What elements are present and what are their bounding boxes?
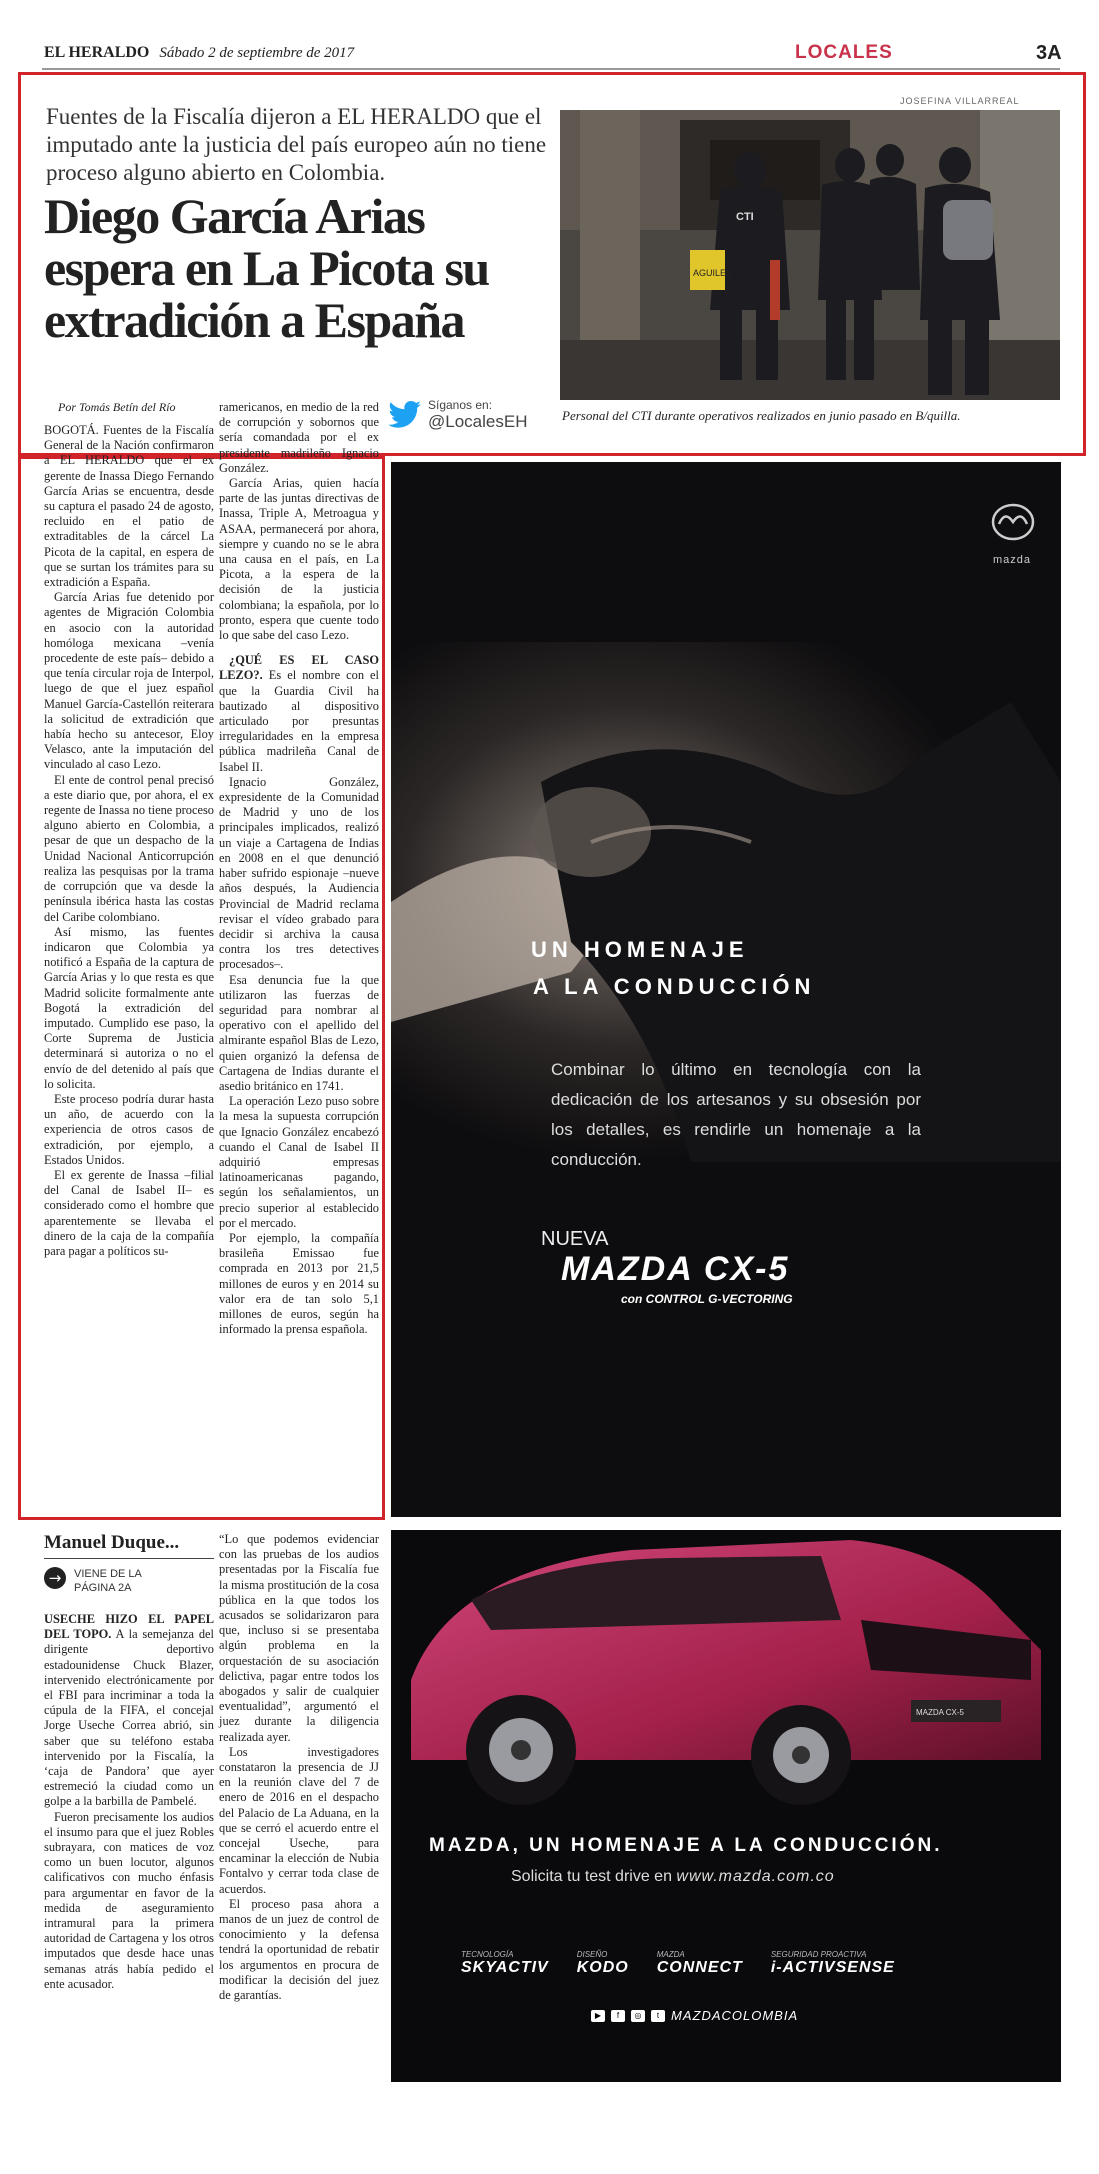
ad-tagline: MAZDA, UN HOMENAJE A LA CONDUCCIÓN.: [429, 1835, 943, 1856]
mazda-logo-icon: [991, 502, 1035, 542]
social-links: [591, 2008, 798, 2023]
header-rule: [42, 68, 1060, 70]
section-name: LOCALES: [795, 42, 893, 63]
paragraph: El ex gerente de Inassa –filial del Canal de Isabel II– es considerado como el hombre que aparentemente se llevaba el dinero de la caja de la compañía para pagar a políticos su-: [44, 1167, 214, 1258]
story-kicker: Fuentes de la Fiscalía dijeron a EL HERALDO que el imputado ante la justicia del país europeo aún no tiene proceso alguno abierto en Colombia.: [46, 104, 547, 185]
cti-officers-photo: [560, 110, 1060, 400]
ad-tagline-2: A LA CONDUCCIÓN: [533, 974, 816, 999]
news-photo: [560, 110, 1060, 400]
paragraph: Este proceso podría durar hasta un año, de acuerdo con la experiencia de otros casos de extradición, por ejemplo, a Estados Unidos.: [44, 1091, 214, 1167]
story2-rule: [44, 1558, 214, 1559]
paragraph: “Lo que podemos evidenciar con las pruebas de los audios presentadas por la Fiscalía fue la misma prostitución de la cosa pública en la que todos los acusados se solidarizaron para que, incluso si se presentaba algún problema en la orquestación de su asociación delictiva, pagar entre todos los abogados y salir de cualquier eventualidad”, argumentó el juez durante la diligencia realizada ayer.: [219, 1532, 379, 1744]
story1-column-1: [44, 423, 214, 1259]
tech-name: SKYACTIV: [461, 1959, 549, 1976]
tech-activsense: [771, 1950, 895, 1977]
jump-text: VIENE DE LA PÁGINA 2A: [74, 1568, 142, 1594]
mazda-ad-bottom[interactable]: [391, 1530, 1061, 2082]
facebook-icon[interactable]: f: [611, 2010, 625, 2022]
twitter-label: Síganos en:: [428, 398, 493, 412]
paragraph: García Arias fue detenido por agentes de Migración Colombia en asocio con la autoridad homóloga mexicana –venía procedente de este país– debido a que tenía circular roja de Interpol, luego de que el juez español Manuel García-Castellón reiterara la solicitud de extradición que había hecho su antecesor, Eloy Velasco, ante la imputación del vinculado al caso Lezo.: [44, 590, 214, 772]
mazda-ad-top[interactable]: [391, 462, 1061, 1517]
twitter-bird-icon: [388, 401, 422, 429]
tech-skyactiv: [461, 1950, 549, 1977]
paragraph: García Arias, quien hacía parte de las juntas directivas de Inassa, Triple A, Metroagua y ASAA, permanecerá por ahora, siempre y cuando no se le abra una causa en el país, en La Picota, a la espera de la decisión de la justicia colombiana; la española, por lo pronto, espera que cuente todo lo que sabe del caso Lezo.: [219, 476, 379, 643]
tech-caption: SEGURIDAD PROACTIVA: [770, 1950, 867, 1959]
ad-body-text: Combinar lo último en tecnología con la dedicación de los artesanos y su obsesión por los detalles, es rendirle un homenaje a la conducción.: [551, 1060, 921, 1169]
story-headline: Diego García Arias espera en La Picota su extradición a España: [44, 188, 489, 348]
vest-text: CTI: [736, 211, 754, 223]
tech-name: KODO: [576, 1959, 629, 1976]
story2-column-2: [219, 1532, 379, 2003]
tech-row: [461, 1950, 895, 1977]
test-drive-line[interactable]: [511, 1868, 835, 1886]
story2-column-1: [44, 1612, 214, 1992]
paragraph-with-subhead: [44, 1612, 214, 1810]
ad-g-vectoring: con CONTROL G-VECTORING: [621, 1292, 793, 1306]
paragraph: Así mismo, las fuentes indicaron que Colombia ya notificó a España de la captura de García Arias y lo que resta es que Madrid solicite formalmente ante Bogotá la extradición del imputado. Cumplido ese paso, la Corte Suprema de Justicia determinará si autoriza o no el envío de del detenido al país que lo solicita.: [44, 924, 214, 1091]
paragraph: ramericanos, en medio de la red de corrupción y sobornos que sería comandada por el ex presidente madrileño Ignacio González.: [219, 400, 379, 475]
paragraph: Esa denuncia fue la que utilizaron las fuerzas de seguridad para nombrar al operativo con el apellido del almirante español Blas de Lezo, quien organizó la defensa de Cartagena de Indias durante el asedio británico en 1741.: [219, 972, 379, 1093]
story2-title: Manuel Duque...: [44, 1532, 180, 1553]
subhead: ¿QUÉ ES EL CASO LEZO?.: [219, 653, 379, 683]
photo-caption: Personal del CTI durante operativos realizados en junio pasado en B/quilla.: [562, 408, 961, 423]
paragraph-text: A la semejanza del dirigente deportivo estadounidense Chuck Blazer, intervenido electrónicamente por el FBI para incriminar a toda la cúpula de la FIFA, el concejal Jorge Useche Correa abrió, sin saber que su teléfono estaba intervenido por la Fiscalía, la ‘caja de Pandora’ que ayer estremeció la ciudad como un golpe a la barbilla de Pambelé.: [44, 1627, 214, 1809]
newspaper-name: EL HERALDO: [44, 44, 150, 61]
paragraph: Ignacio González, expresidente de la Comunidad de Madrid y uno de los principales implicados, realizó un viaje a Cartagena de Indias en 2008 en el que denunció haber sufrido espionaje –nueve años después, la Audiencia Provincial de Madrid reclama revisar el vídeo grabado para decidir si archiva la causa contra los tres detectives procesados–.: [219, 774, 379, 972]
page-number: 3A: [1036, 42, 1062, 64]
arrow-right-icon: →: [44, 1567, 66, 1589]
mazda-url-link[interactable]: www.mazda.com.co: [676, 1868, 835, 1885]
tech-connect: [657, 1950, 743, 1977]
tech-caption: TECNOLOGÍA: [461, 1950, 514, 1959]
social-handle: MAZDACOLOMBIA: [671, 2008, 799, 2023]
byline: Por Tomás Betín del Río: [58, 400, 176, 414]
bag-text: AGUILES: [693, 268, 733, 278]
paragraph: Fueron precisamente los audios el insumo para que el juez Robles subrayara, con matices de voz como un buen locutor, algunos calificativos con mucho énfasis para argumentar en favor de la medida de aseguramiento intramural para la primera autoridad de Cartagena y los otros imputados que desde hace unas semanas atrás había pedido el ente acusador.: [44, 1809, 214, 1991]
paragraph: La operación Lezo puso sobre la mesa la supuesta corrupción que Ignacio González encabezó cuando el Canal de Isabel II adquirió empresas latinoamericanas pagando, según los señalamientos, un precio superior al establecido por el mercado.: [219, 1094, 379, 1230]
red-suv-image: [391, 1530, 1061, 1820]
paragraph: BOGOTÁ. Fuentes de la Fiscalía General de la Nación confirmaron a EL HERALDO que el ex gerente de Inassa Diego Fernando García Arias se encuentra, desde su captura el pasado 24 de agosto, recluido en el patio de extraditables de la cárcel La Picota de la capital, en espera de que se surtan los trámites para su extradición a España.: [44, 423, 214, 590]
twitter-follow[interactable]: [388, 398, 527, 432]
tech-kodo: [577, 1950, 629, 1977]
paragraph: El proceso pasa ahora a manos de un juez de control de conocimiento y la defensa tendrá la oportunidad de rebatir los argumentos en procura de modificar la decisión del juez de garantías.: [219, 1896, 379, 2003]
issue-date: Sábado 2 de septiembre de 2017: [159, 45, 355, 61]
tech-caption: DISEÑO: [576, 1950, 608, 1959]
photo-credit: JOSEFINA VILLARREAL: [900, 96, 1020, 106]
paragraph-text: Es el nombre con el que la Guardia Civil ha bautizado al dispositivo articulado por presuntas irregularidades en la empresa pública madrileña Canal de Isabel II.: [219, 668, 380, 774]
paragraph-with-subhead: [219, 653, 379, 775]
youtube-icon[interactable]: ▶: [591, 2010, 605, 2022]
story1-column-2: [219, 400, 379, 1337]
paragraph: Por ejemplo, la compañía brasileña Emissao fue comprada en 2013 por 21,5 millones de euros y en 2014 su valor era de tan solo 5,1 millones de euros, según ha informado la prensa española.: [219, 1230, 379, 1337]
tech-name: i-ACTIVSENSE: [770, 1959, 895, 1976]
test-drive-text: Solicita tu test drive en: [511, 1868, 672, 1885]
mazda-wordmark: mazda: [993, 554, 1032, 566]
masthead: [44, 44, 354, 62]
twitter-handle[interactable]: @LocalesEH: [428, 412, 528, 431]
ad-tagline-1: UN HOMENAJE: [531, 937, 749, 962]
paragraph: Los investigadores constataron la presencia de JJ en la reunión clave del 7 de enero de 2016 en el despacho del Palacio de La Aduana, en la que se cerró el acuerdo entre el concejal Useche, para encaminar la elección de Nubia Fontalvo y cerrar toda clase de acuerdos.: [219, 1744, 379, 1896]
car-badge: MAZDA CX-5: [916, 1708, 965, 1717]
tech-caption: MAZDA: [656, 1950, 685, 1959]
instagram-icon[interactable]: ◎: [631, 2010, 645, 2022]
twitter-icon[interactable]: t: [651, 2010, 665, 2022]
paragraph: El ente de control penal precisó a este diario que, por ahora, el ex regente de Inassa no tiene proceso alguno abierto en Colombia, a pesar de que un despacho de la Unidad Nacional Anticorrupción realiza las pesquisas por la trama de corrupción que va desde la península ibérica hasta las costas del Caribe colombiano.: [44, 772, 214, 924]
ad-nueva: NUEVA: [541, 1228, 609, 1250]
ad-model-name: MAZDA CX-5: [561, 1250, 790, 1288]
subhead: USECHE HIZO EL PAPEL DEL TOPO.: [44, 1612, 214, 1642]
jump-reference[interactable]: [44, 1567, 164, 1595]
tech-name: CONNECT: [656, 1959, 743, 1976]
